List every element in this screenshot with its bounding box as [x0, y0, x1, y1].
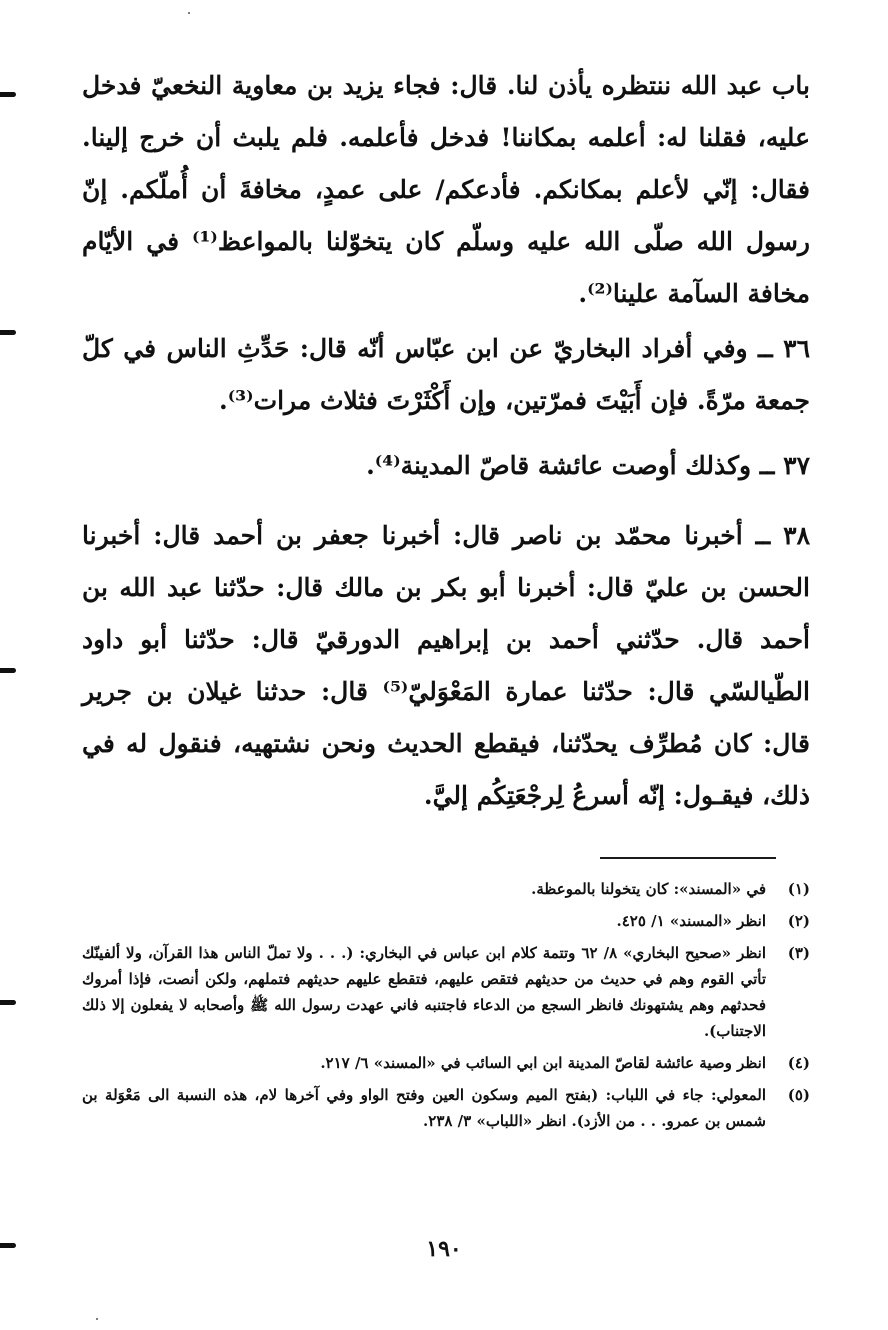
footnote-text: انظر «المسند» ١/ ٤٢٥.	[616, 912, 766, 930]
footnote-text: انظر «صحيح البخاري» ٨/ ٦٢ وتتمة كلام ابن عباس في البخاري: (. . . ولا تملّ الناس هذا القرآن، ولا ألفينّك تأتي القوم وهم في حديث من حديثهم فتقص عليهم، فتقطع عليهم حديثهم فتملهم، ولكن أنصت، فإذا أمروك فحدثهم وهم يشتهونك فانظر السجع من الدعاء فاجتنبه فاني عهدت رسول الله ﷺ وأصحابه لا يفعلون إلا ذلك الاجتناب).	[82, 944, 766, 1040]
page-edge-mark	[0, 668, 16, 673]
footnote-item	[82, 1082, 810, 1134]
page-edge-mark	[0, 330, 16, 335]
footnote-number: (٤)	[787, 1054, 810, 1072]
footnote-text: في «المسند»: كان يتخولنا بالموعظة.	[531, 880, 766, 898]
scan-speck	[188, 12, 190, 14]
footnote-item	[82, 1050, 810, 1076]
footnote-item	[82, 940, 810, 1044]
paragraph-continued: باب عبد الله ننتظره يأذن لنا. قال: فجاء يزيد بن معاوية النخعيّ فدخل عليه، فقلنا له: أعلمه بمكاننا! فدخل فأعلمه. فلم يلبث أن خرج إلينا. فقال: إنّي لأعلم بمكانكم. فأدعكم/ على عمدٍ، مخافةَ أن أُملّكم. إنّ رسول الله صلّى الله عليه وسلّم كان يتخوّلنا بالمواعظ⁽¹⁾ في الأيّام مخافة السآمة علينا⁽²⁾.	[82, 71, 810, 308]
footnote-number: (٢)	[787, 912, 810, 930]
page-number: ١٩٠	[426, 1236, 462, 1262]
footnote-text: انظر وصية عائشة لقاصّ المدينة ابن ابي السائب في «المسند» ٦/ ٢١٧.	[320, 1054, 766, 1072]
paragraph-37: ٣٧ ــ وكذلك أوصت عائشة قاصّ المدينة⁽⁴⁾.	[366, 451, 810, 480]
footnote-number: (٣)	[787, 944, 810, 962]
footnote-separator	[600, 857, 776, 859]
footnote-item	[82, 908, 810, 934]
footnotes	[82, 876, 810, 1140]
page-edge-mark	[0, 92, 16, 97]
footnote-text: المعولي: جاء في اللباب: (بفتح الميم وسكون العين وفتح الواو وفي آخرها لام، هذه النسبة الى مَعْوَلة بن شمس بن عمرو. . . من الأزد). انظر «اللباب» ٣/ ٢٣٨.	[82, 1086, 766, 1130]
paragraph-38: ٣٨ ــ أخبرنا محمّد بن ناصر قال: أخبرنا جعفر بن أحمد قال: أخبرنا الحسن بن عليّ قال: أخبرنا أبو بكر بن مالك قال: حدّثنا عبد الله بن أحمد قال. حدّثني أحمد بن إبراهيم الدورقيّ قال: حدّثنا أبو داود الطّيالسّي قال: حدّثنا عمارة المَعْوَليّ⁽⁵⁾ قال: حدثنا غيلان بن جرير قال: كان مُطرِّف يحدّثنا، فيقطع الحديث ونحن نشتهيه، فنقول له في ذلك، فيقـول: إنّه أسرعُ لِرجْعَتِكُم إليَّ.	[82, 521, 810, 810]
paragraph-36: ٣٦ ــ وفي أفراد البخاريّ عن ابن عبّاس أنّه قال: حَدِّثِ الناس في كلّ جمعة مرّةً. فإن أَبَيْتَ فمرّتين، وإن أَكْثَرْتَ فثلاث مرات⁽³⁾.	[82, 334, 810, 415]
footnote-number: (١)	[787, 880, 810, 898]
scan-speck	[96, 1318, 98, 1320]
page-edge-mark	[0, 1000, 16, 1005]
footnote-number: (٥)	[787, 1086, 810, 1104]
footnote-item	[82, 876, 810, 902]
